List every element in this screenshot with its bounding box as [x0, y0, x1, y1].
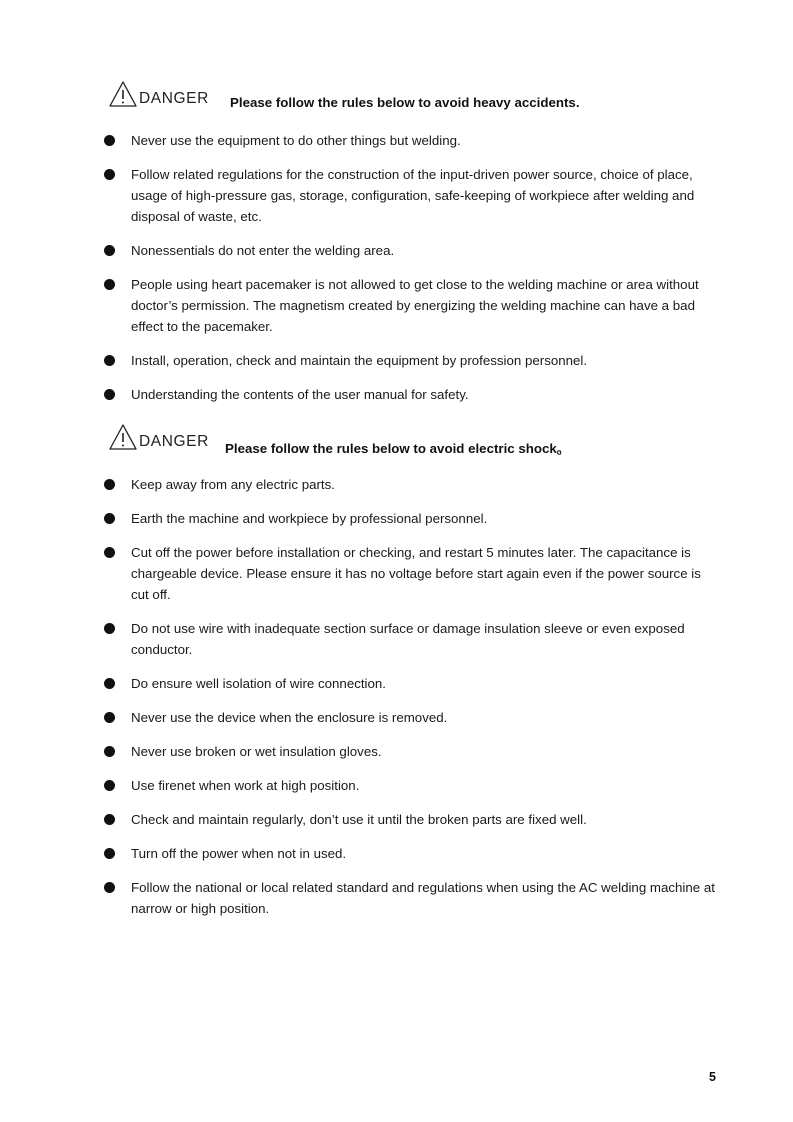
warning-triangle-icon: [108, 80, 138, 108]
list-item: People using heart pacemaker is not allowed to get close to the welding machine or area without doctor’s permission. The magnetism created by energizing the welding machine can have a bad effect to the pacemaker.: [0, 274, 793, 337]
list-item: Earth the machine and workpiece by professional personnel.: [0, 508, 793, 529]
bullet-icon: [104, 479, 115, 490]
bullet-icon: [104, 355, 115, 366]
bullet-icon: [104, 678, 115, 689]
list-item: Understanding the contents of the user manual for safety.: [0, 384, 793, 405]
bullet-icon: [104, 279, 115, 290]
list-item: Follow the national or local related standard and regulations when using the AC welding machine at narrow or high position.: [0, 877, 793, 919]
bullet-icon: [104, 547, 115, 558]
section-heading: Please follow the rules below to avoid heavy accidents.: [230, 95, 580, 110]
bullet-icon: [104, 169, 115, 180]
bullet-icon: [104, 389, 115, 400]
page-number: 5: [709, 1070, 716, 1084]
bullet-icon: [104, 848, 115, 859]
section-heading: Please follow the rules below to avoid electric shock。: [225, 441, 571, 456]
list-item: Keep away from any electric parts.: [0, 474, 793, 495]
list-item: Cut off the power before installation or checking, and restart 5 minutes later. The capacitance is chargeable device. Please ensure it has no voltage before start again even if the power source is cut off.: [0, 542, 793, 605]
list-item: Use firenet when work at high position.: [0, 775, 793, 796]
bullet-icon: [104, 712, 115, 723]
bullet-icon: [104, 245, 115, 256]
list-item: Turn off the power when not in used.: [0, 843, 793, 864]
bullet-icon: [104, 882, 115, 893]
bullet-icon: [104, 513, 115, 524]
list-item: Never use the device when the enclosure is removed.: [0, 707, 793, 728]
list-item: Nonessentials do not enter the welding area.: [0, 240, 793, 261]
list-item: Do not use wire with inadequate section surface or damage insulation sleeve or even exposed conductor.: [0, 618, 793, 660]
list-item: Never use the equipment to do other things but welding.: [0, 130, 793, 151]
electric-shock-rules-list: [0, 474, 793, 919]
accident-rules-list: [0, 130, 793, 405]
danger-label: DANGER: [139, 433, 209, 450]
warning-triangle-icon: [108, 423, 138, 451]
list-item: Follow related regulations for the construction of the input-driven power source, choice of place, usage of high-pressure gas, storage, configuration, safe-keeping of workpiece after welding and disposal of waste, etc.: [0, 164, 793, 227]
bullet-icon: [104, 623, 115, 634]
list-item: Do ensure well isolation of wire connection.: [0, 673, 793, 694]
list-item: Check and maintain regularly, don’t use it until the broken parts are fixed well.: [0, 809, 793, 830]
bullet-icon: [104, 814, 115, 825]
danger-label: DANGER: [139, 90, 209, 107]
bullet-icon: [104, 135, 115, 146]
list-item: Install, operation, check and maintain the equipment by profession personnel.: [0, 350, 793, 371]
list-item: Never use broken or wet insulation gloves.: [0, 741, 793, 762]
bullet-icon: [104, 780, 115, 791]
bullet-icon: [104, 746, 115, 757]
